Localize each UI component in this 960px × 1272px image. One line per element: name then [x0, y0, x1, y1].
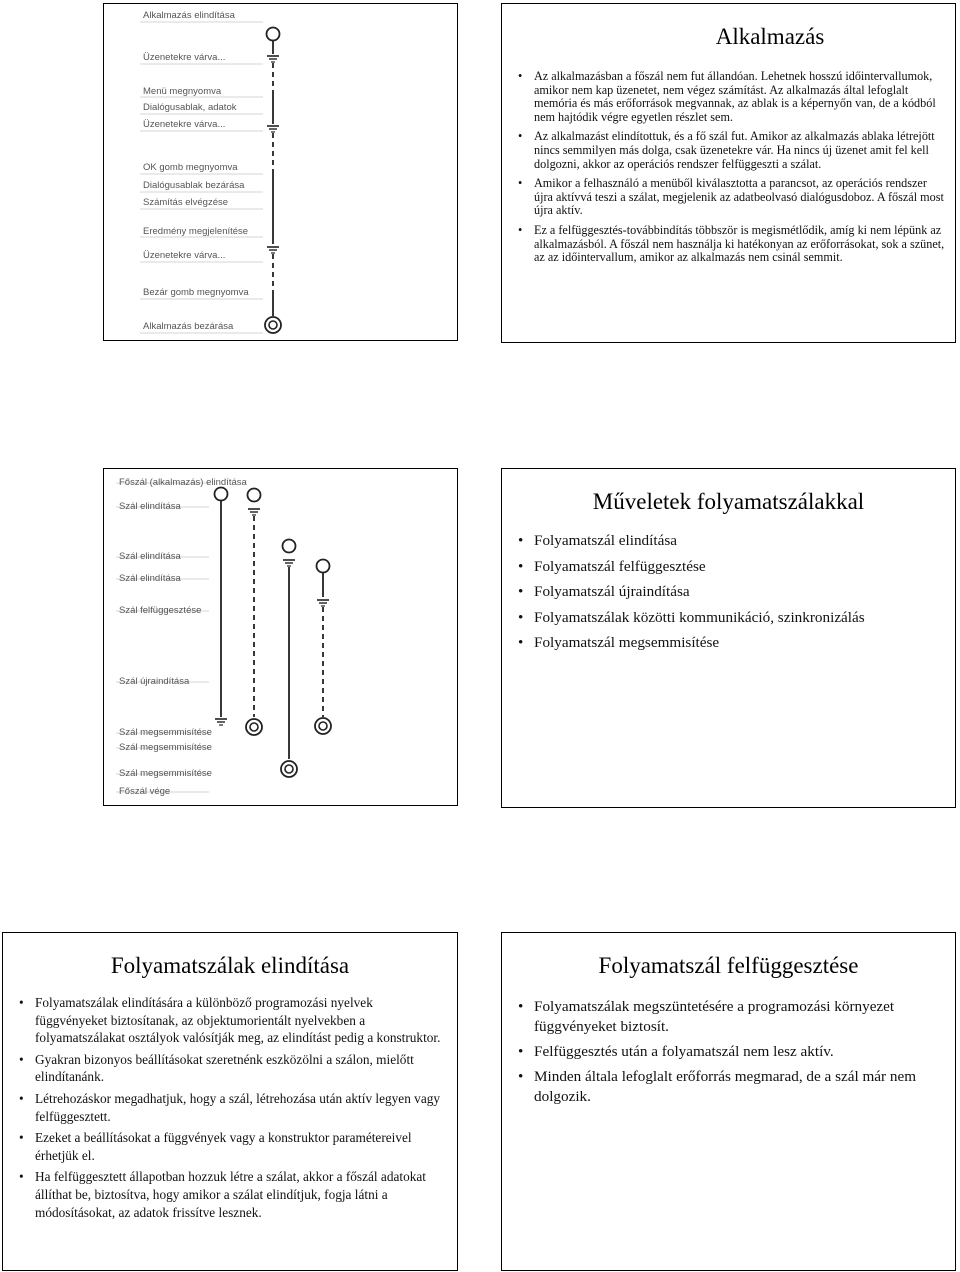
bullet-item: • Folyamatszálak közötti kommunikáció, szinkronizálás: [516, 609, 946, 626]
start-circle-icon: [215, 488, 228, 501]
end-inner-circle-icon: [319, 722, 327, 730]
bullet-item: • Az alkalmazást elindítottuk, és a fő szál fut. Amikor az alkalmazás ablaka létrejött nincs semmilyen más dolga, csak üzenetekre vár. Ha nincs új üzenet amit fel kell dolgozni, akkor az operációs rendszer felfüggeszti a szálat.: [516, 130, 946, 171]
slide-title: Folyamatszálak elindítása: [110, 953, 350, 978]
bullet-item: • Folyamatszál újraindítása: [516, 583, 946, 600]
slide-title: Folyamatszál felfüggesztése: [598, 953, 859, 978]
diagram-label: Alkalmazás bezárása: [143, 321, 234, 332]
bullet-item: • Létrehozáskor megadhatjuk, hogy a szál, létrehozása után aktív legyen vagy felfüggesztett.: [17, 1090, 447, 1125]
slide-title: Alkalmazás: [715, 24, 825, 49]
diagram-label: Menü megnyomva: [143, 86, 222, 97]
diagram-label: Eredmény megjelenítése: [143, 226, 249, 237]
diagram-label: Szál megsemmisítése: [119, 768, 212, 779]
bullet-item: • Minden általa lefoglalt erőforrás megmarad, de a szál már nem dolgozik.: [516, 1067, 946, 1107]
diagram-label: OK gomb megnyomva: [143, 162, 238, 173]
start-circle-icon: [267, 28, 280, 41]
start-circle-icon: [317, 560, 330, 573]
slide-main-thread-diagram: [103, 3, 458, 341]
diagram-label: Üzenetekre várva...: [143, 250, 226, 261]
bullet-list: [17, 994, 447, 1221]
bullet-item: • Gyakran bizonyos beállításokat szeretnénk eszközölni a szálon, mielőtt elindítanánk.: [17, 1051, 447, 1086]
start-circle-icon: [248, 489, 261, 502]
start-circle-icon: [283, 540, 296, 553]
bullet-item: • Ha felfüggesztett állapotban hozzuk létre a szálat, akkor a főszál adatokat állíthat be, biztosítva, hogy amikor a szálat elindítjuk, fogja látni a módosításokat, az adatok frissítve lesznek.: [17, 1168, 447, 1221]
diagram-label: Szál elindítása: [119, 573, 181, 584]
slide-application: [501, 3, 956, 343]
bullet-item: • Az alkalmazásban a főszál nem fut állandóan. Lehetnek hosszú időintervallumok, amikor nem kap üzenetet, nem végez számítást. Az alkalmazás által lefoglalt memória és más erőforrások megvannak, az ablak is a képernyőn van, de a kódból nem hajtódik végre egyetlen részlet sem.: [516, 70, 946, 124]
diagram-label: Számítás elvégzése: [143, 197, 229, 208]
diagram-label: Szál felfüggesztése: [119, 605, 202, 616]
diagram-label: Szál megsemmisítése: [119, 727, 212, 738]
threads-timeline: [104, 469, 458, 806]
bullet-list: [516, 532, 946, 651]
bullet-item: • Folyamatszál felfüggesztése: [516, 558, 946, 575]
bullet-item: • Folyamatszálak elindítására a különböző programozási nyelvek függvényeket biztosítanak, az objektumorientált nyelvekben a folyamatszálakat osztályok valósítják meg, az elindítást pedig a konstruktor.: [17, 994, 447, 1047]
slide-title: Műveletek folyamatszálakkal: [592, 489, 865, 514]
diagram-label: Főszál (alkalmazás) elindítása: [119, 477, 247, 488]
slide-threads-diagram: [103, 468, 458, 806]
bullet-item: • Folyamatszál elindítása: [516, 532, 946, 549]
diagram-label: Üzenetekre várva...: [143, 119, 226, 130]
bullet-item: • Folyamatszálak megszüntetésére a programozási környezet függvényeket biztosít.: [516, 997, 946, 1037]
diagram-label: Dialógusablak bezárása: [143, 180, 245, 191]
bullet-item: • Folyamatszál megsemmisítése: [516, 634, 946, 651]
bullet-list: [516, 70, 946, 265]
bullet-item: • Ez a felfüggesztés-továbbindítás többször is megismétlődik, amíg ki nem lépünk az alkalmazásból. A főszál nem használja ki hatékonyan az erőforrásokat, sok a szünet, az az időintervallum, amikor az alkalmazás nem csinál semmit.: [516, 224, 946, 265]
diagram-label: Szál elindítása: [119, 501, 181, 512]
bullet-item: • Amikor a felhasználó a menüből kiválasztotta a parancsot, az operációs rendszer újra aktívvá teszi a szálat, megjelenik az adatbeolvasó dialógusdoboz. A főszál most újra aktív.: [516, 177, 946, 218]
diagram-label: Bezár gomb megnyomva: [143, 287, 249, 298]
diagram-label: Főszál vége: [119, 786, 171, 797]
slide-thread-operations: [501, 468, 956, 808]
diagram-label: Szál újraindítása: [119, 676, 190, 687]
end-inner-circle-icon: [250, 723, 258, 731]
bullet-item: • Felfüggesztés után a folyamatszál nem lesz aktív.: [516, 1042, 946, 1062]
bullet-item: • Ezeket a beállításokat a függvények vagy a konstruktor paramétereivel érhetjük el.: [17, 1129, 447, 1164]
slide-thread-suspend: [501, 932, 956, 1271]
end-inner-circle-icon: [285, 765, 293, 773]
slide-thread-start: [2, 932, 458, 1271]
diagram-label: Dialógusablak, adatok: [143, 102, 237, 113]
diagram-label: Szál elindítása: [119, 551, 181, 562]
bullet-list: [516, 997, 946, 1107]
diagram-label: Alkalmazás elindítása: [143, 10, 235, 21]
diagram-label: Üzenetekre várva...: [143, 52, 226, 63]
end-inner-circle-icon: [269, 321, 277, 329]
diagram-label: Szál megsemmisítése: [119, 742, 212, 753]
